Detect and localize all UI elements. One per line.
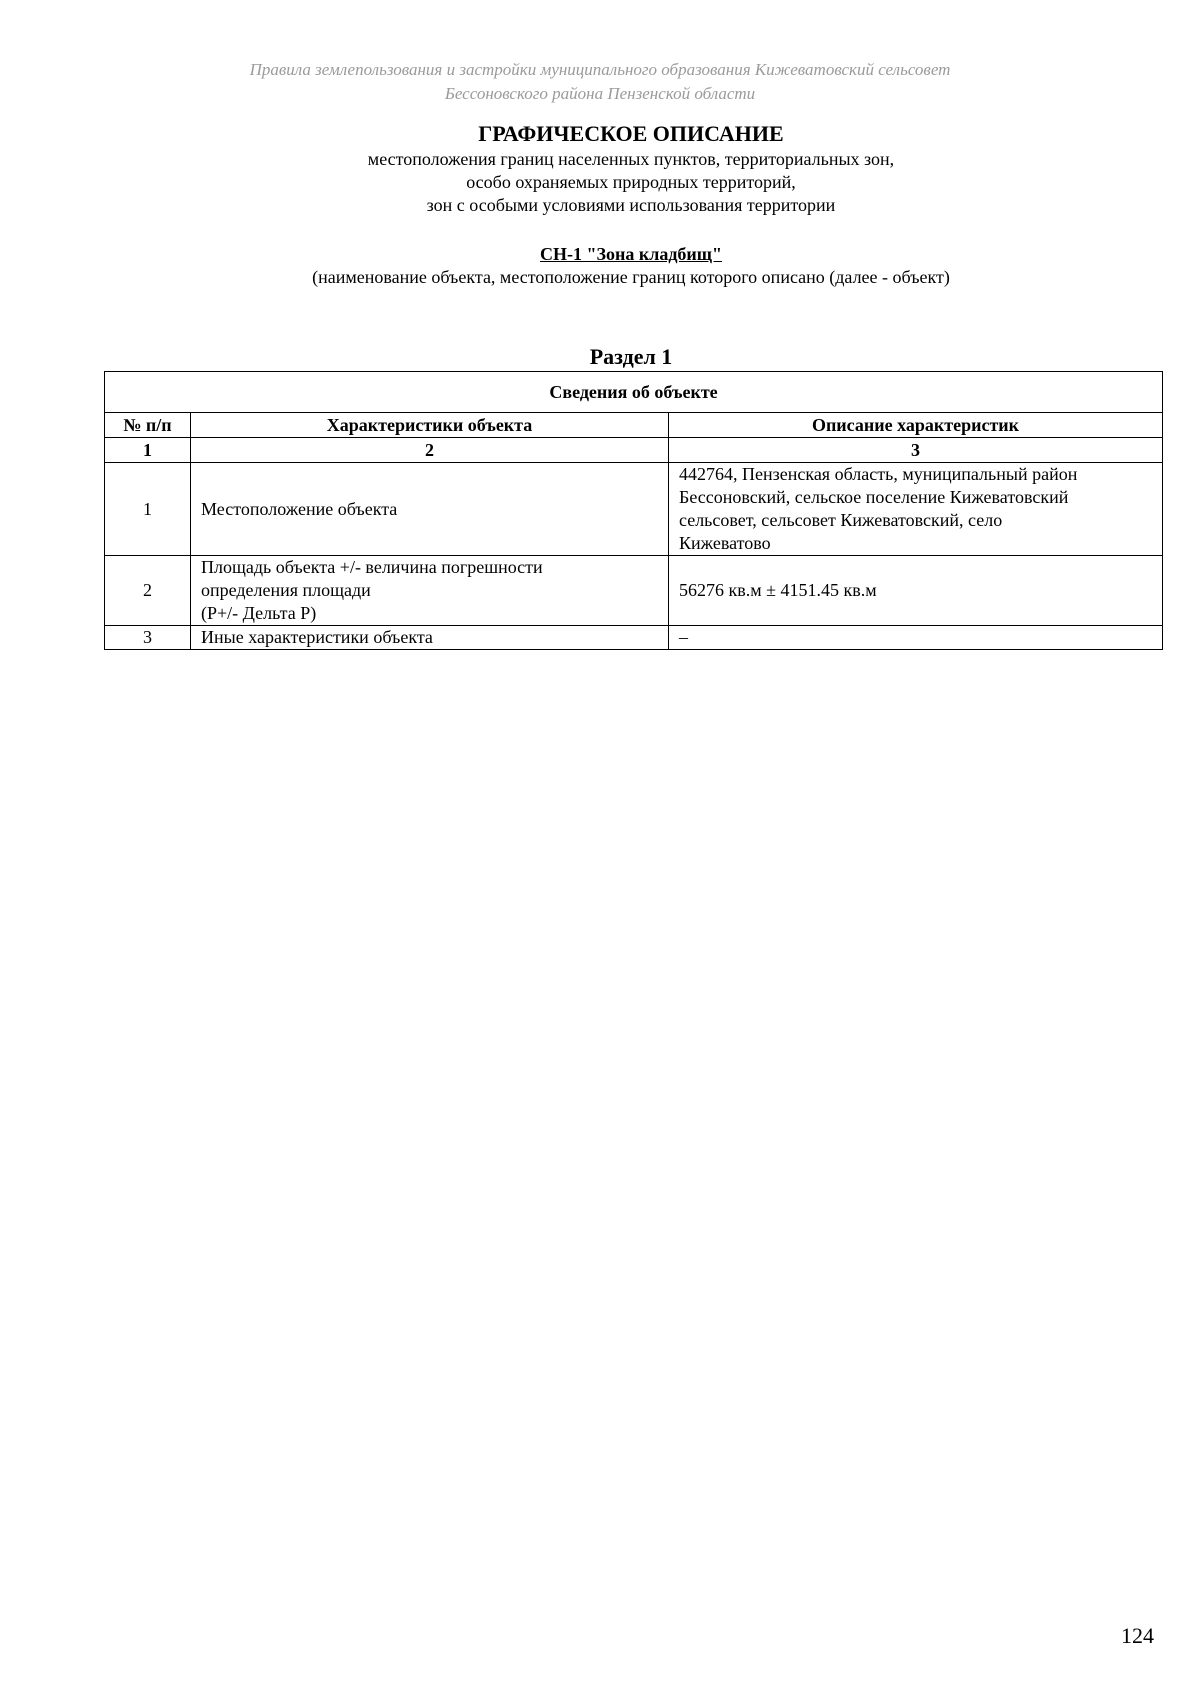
characteristic-line: Площадь объекта +/- величина погрешности: [201, 557, 543, 577]
running-header: [100, 58, 1100, 106]
subtitle-line-3: зон с особыми условиями использования территории: [426, 195, 836, 215]
object-info-table: [104, 371, 1163, 650]
characteristic-line: Местоположение объекта: [201, 498, 398, 519]
table-column-numbers-row: [105, 438, 1163, 463]
row-characteristic: [191, 463, 669, 556]
subtitle-line-2: особо охраняемых природных территорий,: [466, 172, 796, 192]
object-name-note: (наименование объекта, местоположение границ которого описано (далее - объект): [312, 267, 950, 287]
table-caption: Сведения об объекте: [105, 372, 1163, 413]
description-line: Бессоновский, сельское поселение Кижеватовский: [679, 487, 1069, 507]
header-cell-characteristic: Характеристики объекта: [191, 413, 669, 438]
running-header-line-1: Правила землепользования и застройки муниципального образования Кижеватовский сельсовет: [249, 60, 951, 79]
characteristic-line: определения площади: [201, 580, 371, 600]
page-number: 124: [1121, 1623, 1154, 1648]
row-description: [669, 463, 1163, 556]
row-characteristic: [191, 626, 669, 650]
description-line: –: [679, 627, 688, 647]
table-caption-row: [105, 372, 1163, 413]
table-header-row: [105, 413, 1163, 438]
running-header-line-2: Бессоновского района Пензенской области: [444, 84, 756, 103]
characteristic-line: Иные характеристики объекта: [201, 627, 433, 647]
table-row: [105, 626, 1163, 650]
row-characteristic: [191, 556, 669, 626]
description-line: Кижеватово: [679, 533, 771, 553]
table-row: [105, 463, 1163, 556]
section-title: Раздел 1: [589, 344, 673, 369]
description-line: 442764, Пензенская область, муниципальный район: [679, 464, 1078, 484]
document-subtitle: [100, 148, 1162, 217]
description-line: 56276 кв.м ± 4151.45 кв.м: [679, 580, 877, 600]
row-number: 2: [105, 556, 191, 626]
row-description: [669, 626, 1163, 650]
header-cell-description: Описание характеристик: [669, 413, 1163, 438]
column-number-3: 3: [669, 438, 1163, 463]
row-number: 3: [105, 626, 191, 650]
row-number: 1: [105, 463, 191, 556]
description-line: сельсовет, сельсовет Кижеватовский, село: [679, 510, 1003, 530]
characteristic-line: (Р+/- Дельта Р): [201, 603, 317, 623]
column-number-1: 1: [105, 438, 191, 463]
table-row: [105, 556, 1163, 626]
document-title: ГРАФИЧЕСКОЕ ОПИСАНИЕ: [478, 121, 784, 146]
column-number-2: 2: [191, 438, 669, 463]
object-name: СН-1 "Зона кладбищ": [540, 244, 722, 264]
subtitle-line-1: местоположения границ населенных пунктов, территориальных зон,: [367, 149, 895, 169]
row-description: [669, 556, 1163, 626]
header-cell-number: № п/п: [105, 413, 191, 438]
